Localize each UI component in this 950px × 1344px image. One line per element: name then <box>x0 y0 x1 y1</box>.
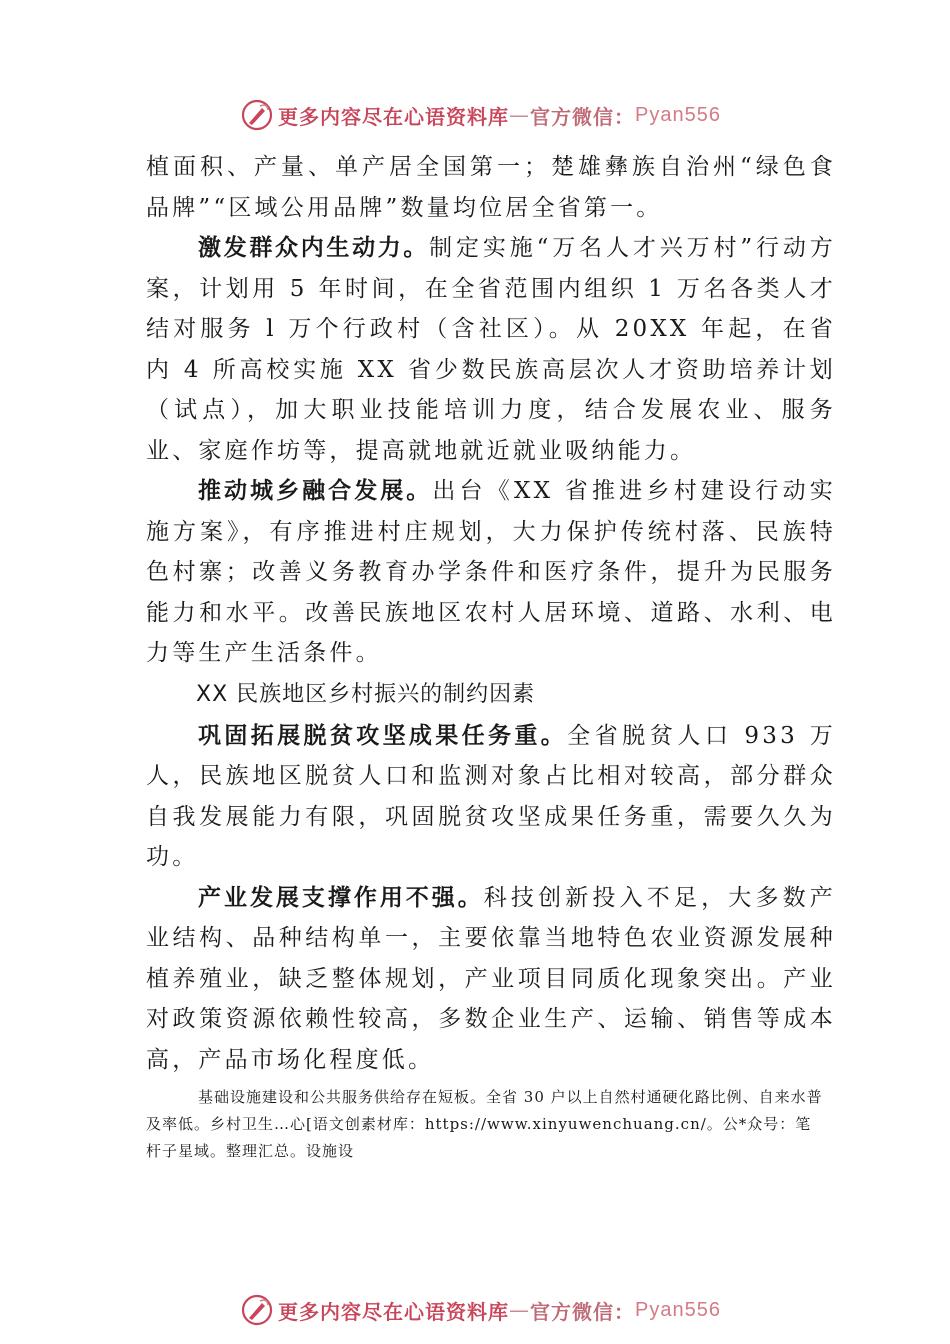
paragraph-inner-motivation <box>146 228 836 471</box>
watermark-main-text: 更多内容尽在心语资料库 <box>278 104 509 129</box>
footer-watermark <box>240 1292 721 1328</box>
paragraph-poverty-results <box>146 716 836 878</box>
watermark-main-text: 更多内容尽在心语资料库 <box>278 1299 509 1324</box>
paragraph-text: 科技创新投入不足，大多数产业结构、品种结构单一，主要依靠当地特色农业资源发展种植养殖业，缺乏整体规划，产业项目同质化现象突出。产业对政策资源依赖性较高，多数企业生产、运输、销售等成本高，产品市场化程度低。 <box>146 884 837 1073</box>
paragraph-heading: 巩固拓展脱贫攻坚成果任务重。 <box>198 722 568 749</box>
watermark-wechat-id: Pyan556 <box>635 1298 721 1321</box>
paragraph-text: 全省脱贫人口 933 万人，民族地区脱贫人口和监测对象占比相对较高，部分群众自我发展能力有限，巩固脱贫攻坚成果任务重，需要久久为功。 <box>146 722 836 870</box>
watermark-wechat-label: 官方微信： <box>530 104 635 129</box>
watermark-wechat-label: 官方微信： <box>530 1299 635 1324</box>
watermark-separator: — <box>509 1298 530 1322</box>
paragraph-text: 出台《XX 省推进乡村建设行动实施方案》，有序推进村庄规划，大力保护传统村落、民族特色村寨；改善义务教育办学条件和医疗条件，提升为民服务能力和水平。改善民族地区农村人居环境、道路、水利、电力等生产生活条件。 <box>146 478 837 666</box>
paragraph-continuation: 植面积、产量、单产居全国第一；楚雄彝族自治州“绿色食品牌”“区域公用品牌”数量均位居全省第一。 <box>146 154 836 221</box>
paragraph-infrastructure: 基础设施建设和公共服务供给存在短板。全省 30 户以上自然村通硬化路比例、自来水普及率低。乡村卫生…心[语文创素材库：https://www.xinyuwenchuang.cn/。公*众号：笔杆子星域。整理汇总。设施设 <box>146 1088 823 1160</box>
paragraph-text: 制定实施“万名人才兴万村”行动方案，计划用 5 年时间，在全省范围内组织 1 万名各类人才结对服务 l 万个行政村（含社区）。从 20XX 年起，在省内 4 所高校实施 XX 省少数民族高层次人才资助培养计划（试点），加大职业技能培训力度，结合发展农业、服务业、家庭作坊等，提高就地就近就业吸纳能力。 <box>146 235 837 464</box>
watermark-separator: — <box>509 103 530 127</box>
watermark-wechat-id: Pyan556 <box>635 103 721 126</box>
pen-logo-icon <box>240 98 274 132</box>
paragraph-urban-rural <box>146 471 836 674</box>
paragraph-heading: 推动城乡融合发展。 <box>198 478 433 504</box>
pen-logo-icon <box>240 1293 274 1327</box>
paragraph-heading: 激发群众内生动力。 <box>198 235 430 261</box>
paragraph-heading: 产业发展支撑作用不强。 <box>198 884 484 911</box>
document-body <box>146 147 836 1165</box>
header-watermark <box>240 97 721 133</box>
section-title: XX 民族地区乡村振兴的制约因素 <box>196 681 536 707</box>
paragraph-industry-support <box>146 878 836 1081</box>
